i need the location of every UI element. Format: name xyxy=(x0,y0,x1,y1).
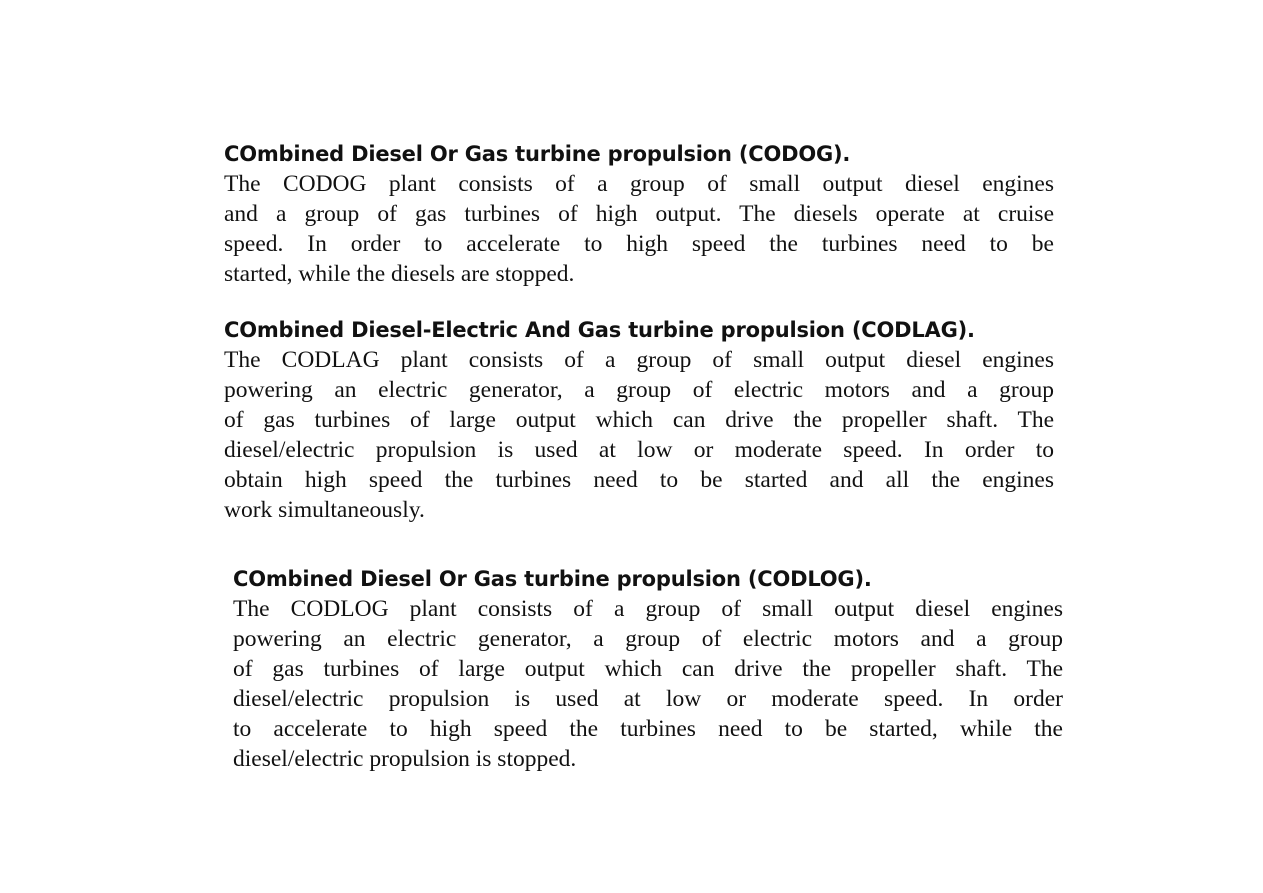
body-line: to accelerate to high speed the turbines need to be started, while the xyxy=(233,716,1063,743)
section-heading: COmbined Diesel Or Gas turbine propulsion (CODLOG). xyxy=(233,567,872,591)
body-line: diesel/electric propulsion is stopped. xyxy=(233,746,577,773)
section-body xyxy=(224,345,1054,526)
section-codlog xyxy=(233,564,1063,775)
body-line: of gas turbines of large output which can drive the propeller shaft. The xyxy=(224,407,1054,434)
body-line: The CODLOG plant consists of a group of small output diesel engines xyxy=(233,596,1063,622)
section-heading: COmbined Diesel Or Gas turbine propulsion (CODOG). xyxy=(224,142,851,166)
section-codog xyxy=(224,139,1054,289)
body-line: and a group of gas turbines of high output. The diesels operate at cruise xyxy=(224,201,1054,228)
section-body xyxy=(224,169,1054,289)
body-line: obtain high speed the turbines need to be started and all the engines xyxy=(224,467,1054,494)
body-line: speed. In order to accelerate to high speed the turbines need to be xyxy=(224,231,1054,258)
body-line: started, while the diesels are stopped. xyxy=(224,261,575,288)
section-codlag xyxy=(224,315,1054,526)
body-line: powering an electric generator, a group of electric motors and a group xyxy=(233,626,1063,653)
body-line: work simultaneously. xyxy=(224,497,425,524)
body-line: diesel/electric propulsion is used at low or moderate speed. In order xyxy=(233,686,1063,713)
body-line: The CODOG plant consists of a group of small output diesel engines xyxy=(224,171,1054,197)
section-heading: COmbined Diesel-Electric And Gas turbine propulsion (CODLAG). xyxy=(224,318,975,342)
body-line: The CODLAG plant consists of a group of small output diesel engines xyxy=(224,347,1054,373)
body-line: powering an electric generator, a group of electric motors and a group xyxy=(224,377,1054,404)
section-body xyxy=(233,594,1063,775)
body-line: diesel/electric propulsion is used at low or moderate speed. In order to xyxy=(224,437,1054,464)
body-line: of gas turbines of large output which can drive the propeller shaft. The xyxy=(233,656,1063,683)
